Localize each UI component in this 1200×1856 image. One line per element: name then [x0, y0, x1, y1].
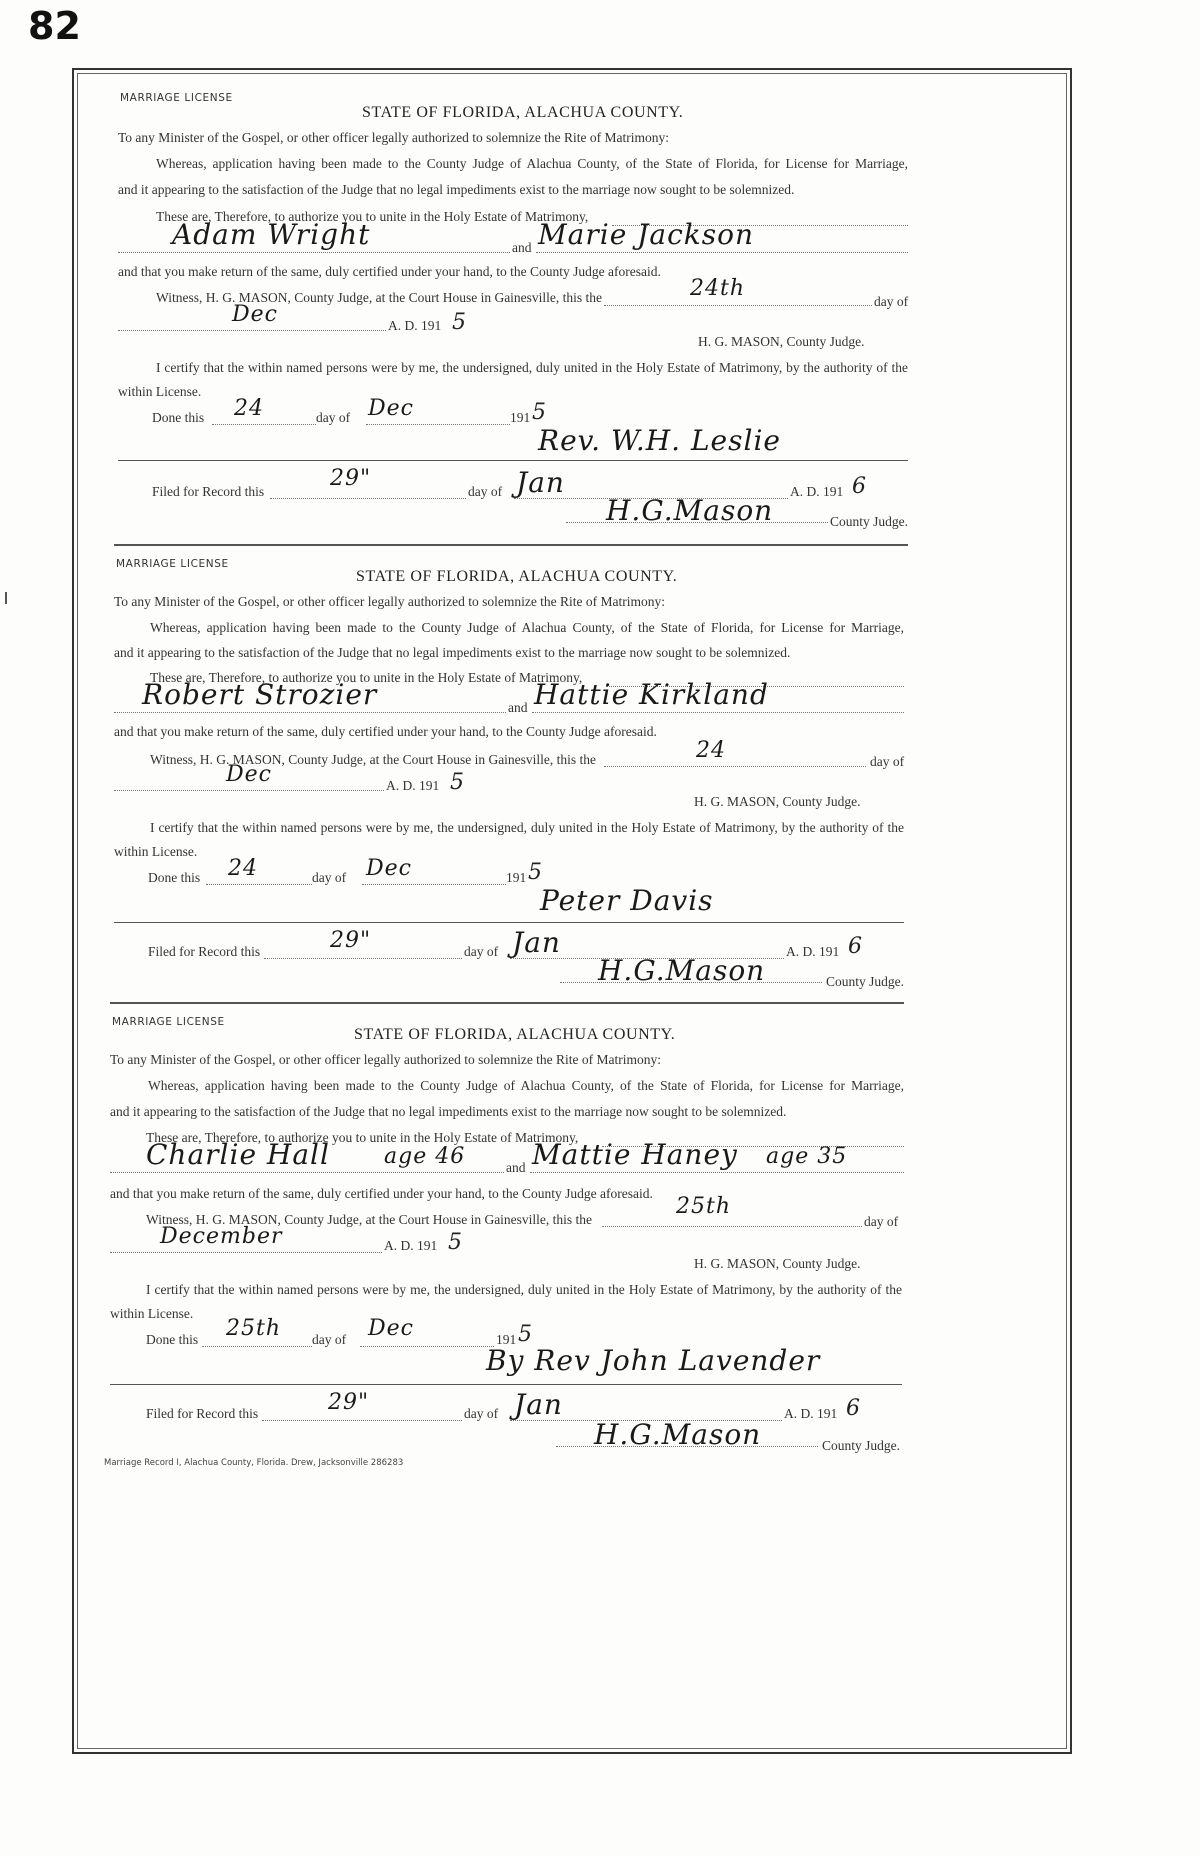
license-3-done-day-line [202, 1346, 312, 1347]
license-3-these-are-text: These are, Therefore, to authorize you to unite in the Holy Estate of Matrimony, [146, 1130, 579, 1145]
license-3-filed-ad-label: A. D. 191 [784, 1406, 838, 1421]
license-2-bride-line [532, 712, 904, 713]
license-2-done-day-of-label: day of [312, 870, 347, 885]
license-3-done-month-line [360, 1346, 494, 1347]
license-3-bride-line [530, 1172, 904, 1173]
license-1-judge-sig-label: H. G. MASON, County Judge. [698, 334, 865, 349]
license-1-return-text: and that you make return of the same, duly certified under your hand, to the County Judge aforesaid. [118, 264, 661, 279]
license-2-done-label: Done this [148, 870, 201, 885]
license-1-ad-label: A. D. 191 [388, 318, 442, 333]
license-2-officiant-signature: Peter Davis [540, 884, 714, 917]
license-3-judge-sig-label: H. G. MASON, County Judge. [694, 1256, 861, 1271]
license-3-officiant-rule [110, 1384, 902, 1385]
license-3-filed-year: 6 [846, 1396, 860, 1421]
license-1-judge-signature: H.G.Mason [606, 494, 774, 527]
license-2-and-label: and [508, 700, 528, 715]
license-1-done-day-line [212, 424, 316, 425]
license-3-return-text: and that you make return of the same, duly certified under your hand, to the County Judge aforesaid. [110, 1186, 653, 1201]
license-1-and-it-text: and it appearing to the satisfaction of the Judge that no legal impediments exist to the marriage now sought to be solemnized. [118, 182, 795, 197]
license-3-done-month: Dec [368, 1316, 414, 1341]
license-2-whereas-text: Whereas, application having been made to the County Judge of Alachua County, of the State of Florida, for License for Marriage, [150, 620, 904, 635]
license-1-done-year: 5 [532, 400, 546, 425]
license-1-to-any-text: To any Minister of the Gospel, or other officer legally authorized to solemnize the Rite of Matrimony: [118, 130, 670, 145]
license-2-within-license-text: within License. [114, 844, 198, 859]
license-3-groom-line [110, 1172, 504, 1173]
license-1-witness-month: Dec [232, 302, 278, 327]
license-2-filed-ad-label: A. D. 191 [786, 944, 840, 959]
license-3-witness-day: 25th [676, 1194, 732, 1219]
license-1-done-day: 24 [234, 396, 264, 421]
license-1-day-of-label: day of [874, 294, 909, 309]
license-2-done-year: 5 [528, 860, 542, 885]
license-3-witness-day-line [602, 1226, 862, 1227]
license-1-filed-month: Jan [516, 466, 565, 499]
license-2-filed-day-of-label: day of [464, 944, 499, 959]
license-3-filed-label: Filed for Record this [146, 1406, 259, 1421]
license-1-groom-line [118, 252, 510, 253]
license-1-filed-ad-label: A. D. 191 [790, 484, 844, 499]
license-1-officiant-signature: Rev. W.H. Leslie [538, 424, 781, 457]
license-1-whereas-text: Whereas, application having been made to the County Judge of Alachua County, of the State of Florida, for License for Marriage, [156, 156, 908, 171]
license-2-filed-year: 6 [848, 934, 862, 959]
license-3-done-label: Done this [146, 1332, 199, 1347]
license-2-filed-label: Filed for Record this [148, 944, 261, 959]
license-2-filed-day: 29" [330, 928, 372, 953]
license-1-witness-text: Witness, H. G. MASON, County Judge, at the Court House in Gainesville, this the [156, 290, 603, 305]
license-2-bride-name: Hattie Kirkland [534, 678, 769, 711]
license-3-groom-name: Charlie Hall [146, 1138, 330, 1171]
license-2-witness-day: 24 [696, 738, 726, 763]
license-1-groom-name: Adam Wright [172, 218, 371, 251]
license-2-filed-month: Jan [512, 926, 561, 959]
license-1-certify-text: I certify that the within named persons were by me, the undersigned, duly united in the Holy Estate of Matrimony, by the authority of the [156, 360, 908, 375]
license-2-and-it-text: and it appearing to the satisfaction of the Judge that no legal impediments exist to the marriage now sought to be solemnized. [114, 645, 791, 660]
license-3-done-day: 25th [226, 1316, 282, 1341]
license-1-witness-month-line [118, 330, 386, 331]
license-2-groom-line [114, 712, 506, 713]
license-2-witness-month: Dec [226, 762, 272, 787]
license-1-bride-name: Marie Jackson [538, 218, 754, 251]
license-1-bottom-rule [114, 544, 908, 548]
license-3-filed-month: Jan [514, 1388, 563, 1421]
license-1-witness-year: 5 [452, 310, 466, 335]
license-2-judge-signature: H.G.Mason [598, 954, 766, 987]
license-2-witness-text: Witness, H. G. MASON, County Judge, at the Court House in Gainesville, this the [150, 752, 597, 767]
license-1-filed-year: 6 [852, 474, 866, 499]
license-2-marriage-license-label: MARRIAGE LICENSE [116, 558, 229, 570]
license-1-witness-day-line [604, 305, 872, 306]
license-3-ad-label: A. D. 191 [384, 1238, 438, 1253]
license-2-witness-month-line [114, 790, 384, 791]
license-3-judge-signature: H.G.Mason [594, 1418, 762, 1451]
license-2-done-month: Dec [366, 856, 412, 881]
license-3-bride-name: Mattie Haney [532, 1138, 738, 1171]
license-3-officiant-signature: By Rev John Lavender [486, 1344, 821, 1377]
license-1-within-license-text: within License. [118, 384, 202, 399]
license-1-witness-day: 24th [690, 276, 746, 301]
license-3-year-label: 191 [496, 1332, 517, 1347]
license-3-and-label: and [506, 1160, 526, 1175]
license-1-officiant-rule [118, 460, 908, 461]
license-1-filed-day-line [270, 498, 466, 499]
license-2-groom-name: Robert Strozier [142, 678, 378, 711]
license-1-county-judge-label: County Judge. [830, 514, 909, 529]
license-1-marriage-license-label: MARRIAGE LICENSE [120, 92, 233, 104]
license-3-state-title: STATE OF FLORIDA, ALACHUA COUNTY. [354, 1026, 676, 1043]
license-3-filed-day-line [262, 1420, 462, 1421]
license-3-filed-day-of-label: day of [464, 1406, 499, 1421]
license-3-bride-age: age 35 [766, 1144, 848, 1169]
license-2-done-month-line [362, 884, 506, 885]
license-2-return-text: and that you make return of the same, duly certified under your hand, to the County Judge aforesaid. [114, 724, 657, 739]
license-2-these-are-text: These are, Therefore, to authorize you to unite in the Holy Estate of Matrimony, [150, 670, 583, 685]
license-1-and-label: and [512, 240, 532, 255]
license-2-ad-label: A. D. 191 [386, 778, 440, 793]
scan-edge-mark [5, 592, 7, 604]
license-1-filed-day: 29" [330, 466, 372, 491]
license-1-these-are-text: These are, Therefore, to authorize you to unite in the Holy Estate of Matrimony, [156, 209, 589, 224]
license-3-whereas-text: Whereas, application having been made to the County Judge of Alachua County, of the State of Florida, for License for Marriage, [148, 1078, 904, 1093]
page-number [28, 4, 81, 48]
license-3-witness-month-line [110, 1252, 382, 1253]
license-1-done-month: Dec [368, 396, 414, 421]
license-1-done-day-of-label: day of [316, 410, 351, 425]
license-2-day-of-label: day of [870, 754, 905, 769]
license-1-bride-line [536, 252, 908, 253]
license-3-and-it-text: and it appearing to the satisfaction of the Judge that no legal impediments exist to the marriage now sought to be solemnized. [110, 1104, 787, 1119]
license-1-state-title: STATE OF FLORIDA, ALACHUA COUNTY. [362, 104, 684, 121]
license-1-year-label: 191 [510, 410, 531, 425]
license-2-witness-year: 5 [450, 770, 464, 795]
license-1-done-label: Done this [152, 410, 205, 425]
license-2-done-day: 24 [228, 856, 258, 881]
license-2-year-label: 191 [506, 870, 527, 885]
license-1-filed-label: Filed for Record this [152, 484, 265, 499]
license-3-to-any-text: To any Minister of the Gospel, or other officer legally authorized to solemnize the Rite of Matrimony: [110, 1052, 662, 1067]
license-2-filed-day-line [264, 958, 462, 959]
form-footer: Marriage Record I, Alachua County, Florida. Drew, Jacksonville 286283 [104, 1458, 404, 1468]
license-3-certify-text: I certify that the within named persons were by me, the undersigned, duly united in the Holy Estate of Matrimony, by the authority of the [146, 1282, 902, 1297]
license-1-done-month-line [366, 424, 510, 425]
license-3-done-day-of-label: day of [312, 1332, 347, 1347]
license-2-witness-day-line [604, 766, 866, 767]
license-3-marriage-license-label: MARRIAGE LICENSE [112, 1016, 225, 1028]
license-2-bottom-rule [110, 1002, 904, 1006]
license-2-officiant-rule [114, 922, 904, 923]
license-3-witness-month: December [160, 1224, 283, 1249]
license-2-certify-text: I certify that the within named persons were by me, the undersigned, duly united in the Holy Estate of Matrimony, by the authority of the [150, 820, 904, 835]
license-3-day-of-label: day of [864, 1214, 899, 1229]
license-2-state-title: STATE OF FLORIDA, ALACHUA COUNTY. [356, 568, 678, 585]
license-2-done-day-line [206, 884, 312, 885]
license-3-within-license-text: within License. [110, 1306, 194, 1321]
license-3-groom-age: age 46 [384, 1144, 466, 1169]
license-2-judge-sig-label: H. G. MASON, County Judge. [694, 794, 861, 809]
license-3-witness-text: Witness, H. G. MASON, County Judge, at the Court House in Gainesville, this the [146, 1212, 593, 1227]
license-2-to-any-text: To any Minister of the Gospel, or other officer legally authorized to solemnize the Rite of Matrimony: [114, 594, 666, 609]
page-number-value: 82 [28, 4, 81, 48]
license-3-filed-day: 29" [328, 1390, 370, 1415]
license-2-county-judge-label: County Judge. [826, 974, 905, 989]
license-3-done-year: 5 [518, 1322, 532, 1347]
license-1-filed-day-of-label: day of [468, 484, 503, 499]
license-3-witness-year: 5 [448, 1230, 462, 1255]
license-3-county-judge-label: County Judge. [822, 1438, 901, 1453]
